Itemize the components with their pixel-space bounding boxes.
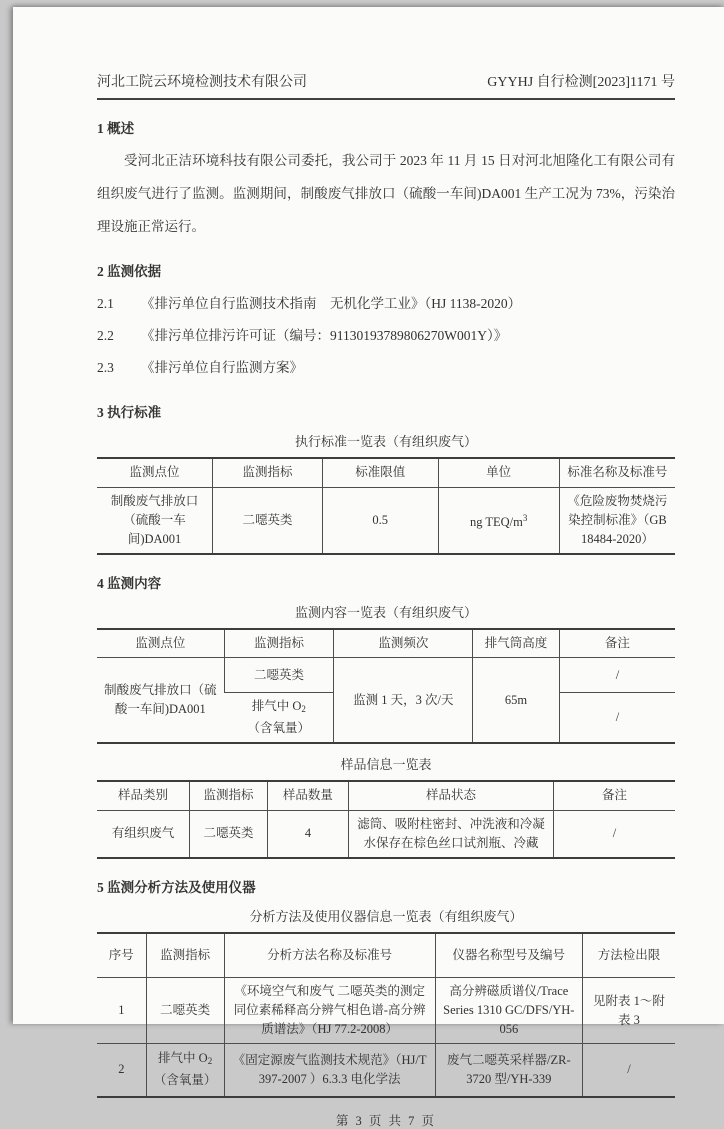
monitoring-point-cell: 制酸废气排放口（硫酸一车间)DA001 (104, 683, 217, 716)
column-header: 样品类别 (97, 781, 189, 810)
standard-name-cell: 《危险废物焚烧污染控制标准》（GB 18484-2020） (559, 487, 675, 554)
reference-text: 《排污单位自行监测方案》 (141, 360, 303, 375)
table-header-row (97, 781, 675, 810)
column-header: 监测点位 (97, 458, 213, 487)
subscript: 2 (207, 1056, 213, 1067)
column-header: 样品数量 (267, 781, 348, 810)
detection-limit-cell: 见附表 1～附表 3 (583, 978, 676, 1044)
indicator-cell: 二噁英类 (146, 978, 224, 1044)
sample-type-cell: 有组织废气 (111, 826, 175, 840)
reference-list (97, 288, 675, 384)
row-number-cell: 2 (97, 1044, 146, 1097)
column-header: 标准限值 (322, 458, 438, 487)
column-header: 监测点位 (97, 629, 224, 658)
subscript: 2 (301, 704, 306, 714)
table-header-row (97, 629, 675, 658)
indicator-cell: 排气中 $O_2$ （含氧量） (146, 1044, 224, 1097)
superscript: 3 (522, 512, 528, 523)
indicator-cell: 二噁英类 (224, 658, 334, 693)
frequency-cell: 监测 1 天，3 次/天 (334, 658, 473, 744)
methods-table (97, 932, 675, 1098)
column-header: 监测指标 (189, 781, 267, 810)
column-header: 排气筒高度 (473, 629, 560, 658)
company-name: 河北工院云环境检测技术有限公司 (97, 75, 307, 90)
table-header-row (97, 458, 675, 487)
doc-number: GYYHJ 自行检测[2023]1171 号 (487, 75, 675, 90)
column-header: 监测指标 (146, 933, 224, 978)
column-header: 分析方法名称及标准号 (224, 933, 435, 978)
table-row (97, 978, 675, 1044)
remark-cell: / (559, 658, 675, 693)
document-page (13, 7, 724, 1128)
section-4-title: 4 监测内容 (97, 575, 162, 591)
column-header: 单位 (438, 458, 559, 487)
reference-item (97, 288, 675, 320)
reference-text: 《排污单位排污许可证（编号：91130193789806270W001Y）》 (141, 328, 508, 343)
overview-paragraph: 受河北正洁环境科技有限公司委托，我公司于 2023 年 11 月 15 日对河北旭隆化工有限公司有组织废气进行了监测。监测期间，制酸废气排放口（硫酸一车间)DA001 生产工况为 73%，污染治理设施正常运行。 (97, 153, 675, 234)
section-3-title: 3 执行标准 (97, 405, 162, 420)
column-header: 监测指标 (213, 458, 323, 487)
standards-table (97, 457, 675, 555)
reference-number: 2.3 (97, 360, 114, 375)
detection-limit-cell: / (583, 1044, 676, 1097)
table-row (97, 810, 675, 858)
document-content (13, 7, 724, 1129)
column-header: 仪器名称型号及编号 (435, 933, 582, 978)
section-5-title: 5 监测分析方法及使用仪器 (97, 879, 256, 895)
limit-cell: 0.5 (322, 487, 438, 554)
column-header: 序号 (97, 933, 146, 978)
remark-cell: / (554, 810, 675, 858)
reference-text: 《排污单位自行监测技术指南 无机化学工业》（HJ 1138-2020） (141, 296, 522, 311)
section-1-title: 1 概述 (97, 121, 135, 136)
table-header-row (97, 933, 675, 978)
method-cell: 《固定源废气监测技术规范》（HJ/T 397-2007 ）6.3.3 电化学法 (224, 1044, 435, 1097)
table-row (97, 487, 675, 554)
indicator-cell: 二噁英类 (189, 810, 267, 858)
document-header (97, 71, 675, 100)
column-header: 监测频次 (334, 629, 473, 658)
reference-item (97, 320, 675, 352)
standards-table-caption: 执行标准一览表（有组织废气） (294, 434, 477, 449)
column-header: 备注 (554, 781, 675, 810)
stack-height-cell: 65m (473, 658, 560, 744)
column-header: 备注 (559, 629, 675, 658)
indicator-cell: 二噁英类 (213, 487, 323, 554)
column-header: 监测指标 (224, 629, 334, 658)
method-cell: 《环境空气和废气 二噁英类的测定 同位素稀释高分辨气相色谱-高分辨质谱法》（HJ 77.2-2008） (224, 978, 435, 1044)
reference-item (97, 352, 675, 384)
table-row (97, 1044, 675, 1097)
column-header: 标准名称及标准号 (559, 458, 675, 487)
remark-cell: / (559, 693, 675, 744)
content-table (97, 628, 675, 745)
reference-number: 2.2 (97, 328, 114, 343)
column-header: 方法检出限 (583, 933, 676, 978)
sample-state-cell: 滤筒、吸附柱密封、冲洗液和冷凝水保存在棕色丝口试剂瓶、冷藏 (348, 810, 553, 858)
column-header: 样品状态 (348, 781, 553, 810)
unit-cell: ng TEQ/$m^3$ (438, 487, 559, 554)
reference-number: 2.1 (97, 296, 114, 311)
section-2-title: 2 监测依据 (97, 264, 162, 279)
instrument-cell: 高分辨磁质谱仪/Trace Series 1310 GC/DFS/YH-056 (435, 978, 582, 1044)
sample-count-cell: 4 (267, 810, 348, 858)
row-number-cell: 1 (118, 1003, 125, 1017)
samples-table-caption: 样品信息一览表 (340, 757, 432, 772)
content-table-caption: 监测内容一览表（有组织废气） (294, 604, 477, 620)
instrument-cell: 废气二噁英采样器/ZR-3720 型/YH-339 (435, 1044, 582, 1097)
table-row (97, 658, 675, 693)
monitoring-point-cell: 制酸废气排放口（硫酸一车间)DA001 (110, 493, 199, 546)
indicator-cell: 排气中 $O_2$ （含氧量） (247, 699, 311, 735)
page-number: 第 3 页 共 7 页 (335, 1113, 437, 1128)
methods-table-caption: 分析方法及使用仪器信息一览表（有组织废气） (249, 908, 523, 924)
samples-table (97, 780, 675, 859)
